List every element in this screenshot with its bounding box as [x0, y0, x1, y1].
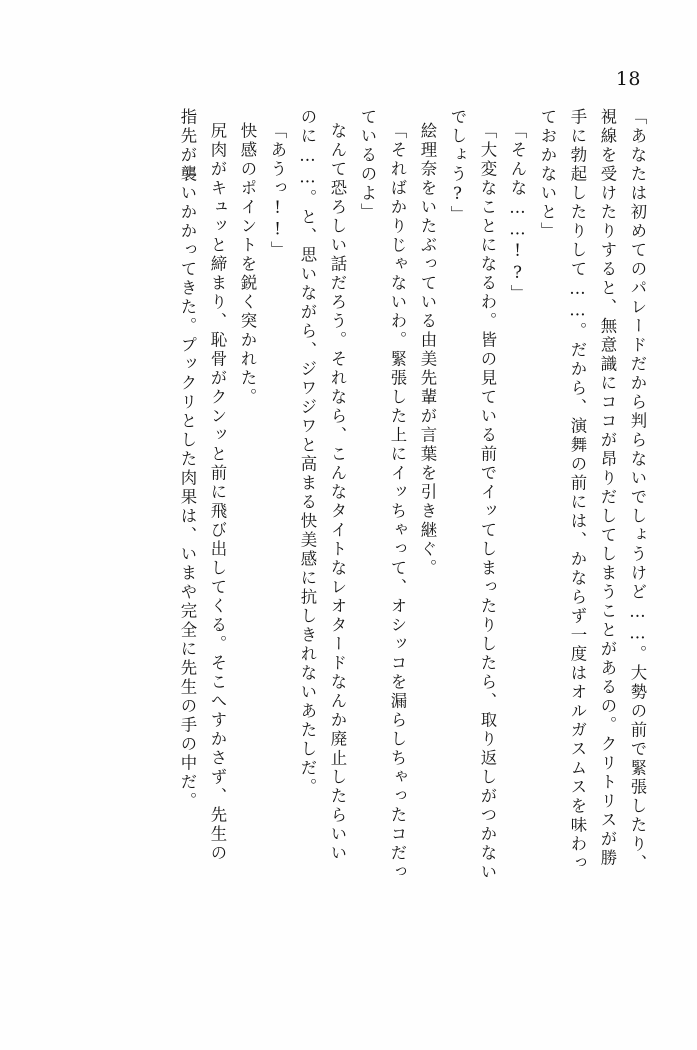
text-line: のに……。と、思いながら、ジワジワと高まる快美感に抗しきれないあたしだ。 — [298, 108, 317, 798]
text-line: 手に勃起したりして……。だから、演舞の前には、かならず一度はオルガスムスを味わっ — [568, 108, 587, 874]
text-line: 「あうっ!!」 — [268, 122, 287, 261]
text-line: 「大変なことになるわ。皆の見ている前でイッてしまったりしたら、取り返しがつかない — [478, 122, 497, 882]
text-line: 「そんな……!?」 — [508, 122, 527, 304]
text-line: でしょう?」 — [448, 108, 467, 225]
text-line: 指先が襲いかかってきた。プックリとした肉果は、いまや完全に先生の手の中だ。 — [178, 108, 197, 811]
page-number: 18 — [615, 68, 641, 90]
text-line: 視線を受けたりすると、無意識にココが昂りだしてしまうことがあるの。クリトリスが勝 — [598, 108, 617, 868]
text-line: 「そればかりじゃないわ。緊張した上にイッちゃって、オシッコを漏らしちゃったコだっ — [388, 122, 407, 882]
text-line: 「あなたは初めてのパレードだから判らないでしょうけど……。大勢の前で緊張したり、 — [628, 108, 647, 874]
vertical-text-block — [52, 108, 645, 988]
text-line: ておかないと」 — [538, 108, 557, 241]
text-line: ているのよ」 — [358, 108, 377, 222]
text-line: 絵理奈をいたぶっている由美先輩が言葉を引き継ぐ。 — [418, 122, 437, 578]
text-line: 快感のポイントを鋭く突かれた。 — [238, 122, 257, 407]
text-line: なんて恐ろしい話だろう。それなら、こんなタイトなレオタードなんか廃止したらいい — [328, 122, 347, 863]
text-line: 尻肉がキュッと締まり、恥骨がクンッと前に飛び出してくる。そこへすかさず、先生の — [208, 122, 227, 863]
